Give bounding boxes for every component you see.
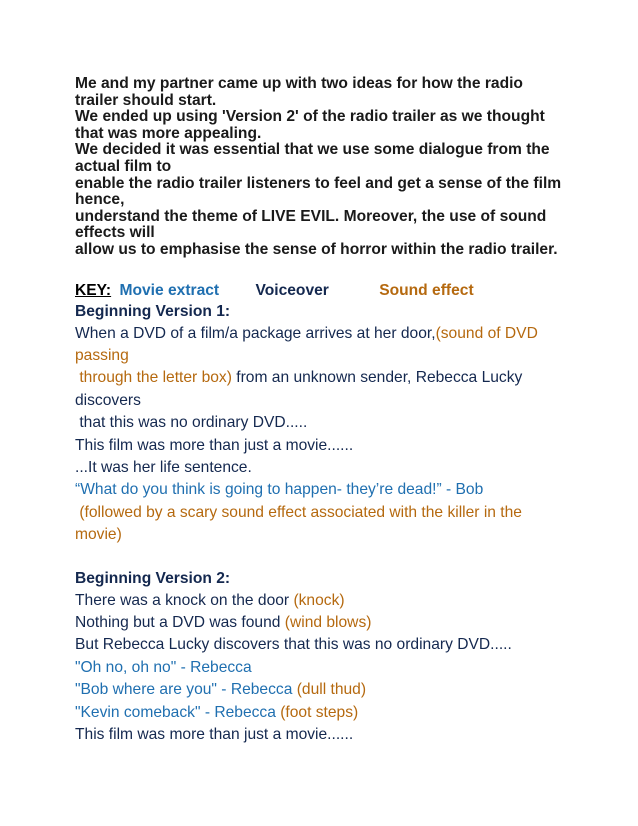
intro-line: hence, [75, 191, 125, 209]
script-line [75, 679, 575, 701]
script-line [75, 457, 575, 479]
key-movie-extract: Movie extract [119, 281, 220, 299]
sound-effect-text: (dull thud) [296, 681, 367, 699]
script-line [75, 502, 575, 524]
intro-line: trailer should start. [75, 91, 217, 109]
script-line [75, 634, 575, 656]
intro-line: We decided it was essential that we use some dialogue from the [75, 141, 550, 159]
intro-line: Me and my partner came up with two ideas for how the radio [75, 75, 523, 92]
sound-effect-text: (wind blows) [284, 614, 372, 631]
intro-line: enable the radio trailer listeners to feel and get a sense of the film [75, 174, 562, 192]
script-line [75, 345, 575, 367]
intro-line: allow us to emphasise the sense of horror within the radio trailer. [75, 240, 558, 258]
version2-script [75, 590, 575, 747]
script-line [75, 657, 575, 679]
sound-effect-text: (foot steps) [280, 703, 359, 721]
voiceover-text: ...It was her life sentence. [75, 458, 252, 476]
voiceover-text: discovers [75, 391, 141, 409]
sound-effect-text: through the letter box) [75, 369, 232, 387]
script-line [75, 412, 575, 434]
voiceover-text: There was a knock on the door [75, 591, 294, 609]
intro-line: actual film to [75, 157, 172, 175]
script-line [75, 367, 575, 389]
intro-paragraph [75, 76, 575, 259]
script-line [75, 479, 575, 501]
voiceover-text: from an unknown sender, Rebecca Lucky [231, 369, 523, 387]
key-sound-effect: Sound effect [379, 281, 474, 299]
script-line [75, 323, 575, 345]
voiceover-text: that this was no ordinary DVD..... [75, 414, 308, 432]
movie-extract-text: "Bob where are you" - Rebecca [75, 681, 297, 699]
movie-extract-text: "Oh no, oh no" - Rebecca [75, 658, 252, 676]
intro-line: We ended up using 'Version 2' of the radio trailer as we thought [75, 108, 545, 126]
version1-heading: Beginning Version 1: [75, 302, 231, 320]
script-line [75, 590, 575, 612]
color-key [75, 280, 575, 301]
intro-line: that was more appealing. [75, 124, 262, 142]
voiceover-text: Nothing but a DVD was found [75, 614, 285, 631]
voiceover-text: This film was more than just a movie...... [75, 726, 354, 744]
version2-heading: Beginning Version 2: [75, 569, 231, 587]
sound-effect-text: passing [75, 346, 129, 364]
script-line [75, 724, 575, 746]
sound-effect-text: (sound of DVD [435, 324, 538, 342]
key-voiceover: Voiceover [255, 281, 329, 299]
intro-line: understand the theme of LIVE EVIL. Moreover, the use of sound [75, 207, 547, 225]
key-label: KEY: [75, 281, 112, 299]
script-line [75, 435, 575, 457]
sound-effect-text: movie) [75, 526, 122, 544]
voiceover-text: But Rebecca Lucky discovers that this was no ordinary DVD..... [75, 636, 512, 654]
script-line [75, 390, 575, 412]
script-line [75, 524, 575, 546]
intro-line: effects will [75, 224, 155, 242]
script-line [75, 702, 575, 724]
script-line [75, 612, 575, 634]
movie-extract-text: “What do you think is going to happen- they’re dead!” - Bob [75, 481, 484, 499]
sound-effect-text: (followed by a scary sound effect associated with the killer in the [75, 503, 522, 521]
sound-effect-text: (knock) [293, 591, 345, 609]
movie-extract-text: "Kevin comeback" - Rebecca [75, 703, 281, 721]
version1-script [75, 323, 575, 547]
document-page [75, 76, 575, 746]
voiceover-text: When a DVD of a film/a package arrives at her door, [75, 324, 436, 342]
voiceover-text: This film was more than just a movie...... [75, 436, 354, 454]
